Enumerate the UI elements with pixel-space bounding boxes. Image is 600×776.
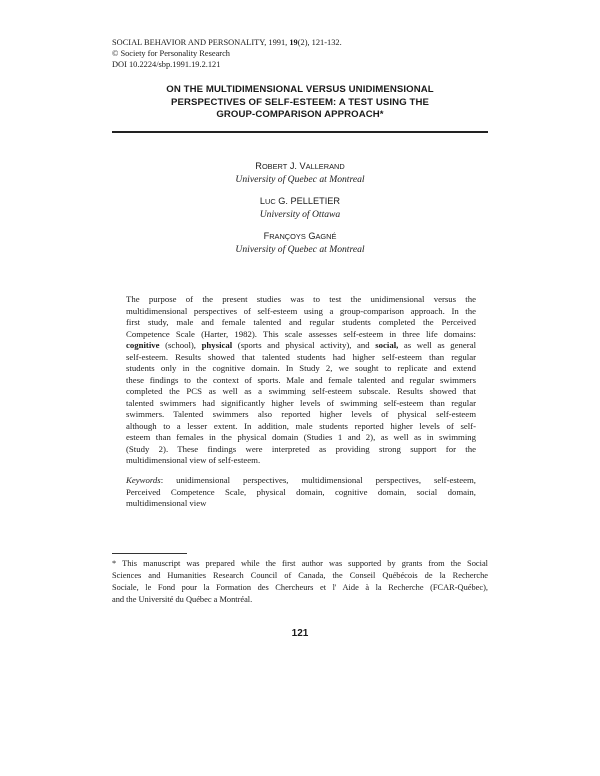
keywords: [126, 475, 476, 510]
footnote-line: and the Université du Québec a Montréal.: [112, 595, 253, 604]
author-2: [112, 195, 488, 221]
abstract-line: first study, male and female talented and regular students completed the Perceived: [126, 317, 476, 327]
article-title: [112, 84, 488, 122]
abstract-line: completed the PCS as well as a swimming self-esteem subscale. Results showed that: [126, 386, 476, 396]
abstract-line: these findings to the context of sports. Male and female talented and regular swimmers: [126, 374, 476, 385]
domain-social: social,: [375, 340, 399, 350]
abstract-line: talented swimmers had significantly higher levels of swimming self-esteem than regular: [126, 397, 476, 408]
copyright-line: © Society for Personality Research: [112, 49, 230, 58]
author-name: LUC G. PELLETIER: [259, 196, 341, 206]
journal-volume: 19: [289, 38, 298, 47]
footnote-line: Sciences and Humanities Research Council of Canada, the Conseil Québécois de la Recherche: [112, 571, 488, 580]
footnote: [112, 558, 488, 606]
abstract-line: although to a lesser extent. In addition, male students reported higher levels of self-: [126, 420, 476, 431]
journal-citation: SOCIAL BEHAVIOR AND PERSONALITY, 1991, 19(2), 121-132.: [112, 38, 342, 47]
abstract-line: esteem than females in the physical domain (Studies 1 and 2), as well as in swimming: [126, 432, 476, 442]
abstract-line: self-esteem. Results showed that talented students had higher self-esteem than regular: [126, 351, 476, 362]
keywords-line: multidimensional view: [126, 498, 207, 508]
title-line: PERSPECTIVES OF SELF-ESTEEM: A TEST USING THE: [170, 96, 430, 108]
abstract-line: The purpose of the present studies was to test the unidimensional versus the: [126, 294, 476, 304]
abstract-line: swimmers. Talented swimmers also reported higher levels of physical self-esteem: [126, 409, 476, 419]
doi-line: DOI 10.2224/sbp.1991.19.2.121: [112, 60, 221, 69]
keywords-line: Keywords: unidimensional perspectives, multidimensional perspectives, self-esteem,: [126, 475, 476, 485]
abstract: [126, 294, 476, 467]
keywords-line: Perceived Competence Scale, physical domain, cognitive domain, social domain,: [126, 486, 476, 497]
title-rule: [112, 131, 488, 133]
author-affiliation: University of Quebec at Montreal: [235, 174, 365, 185]
keywords-label: Keywords: [126, 475, 161, 485]
abstract-line: Competence Scale (Harter, 1982). This scale assesses self-esteem in three life domains:: [126, 328, 476, 339]
author-3: [112, 230, 488, 256]
author-name: ROBERT J. VALLERAND: [255, 161, 345, 171]
footnote-line: Sociale, le Fond pour la Formation des Chercheurs et l' Aide à la Recherche (FCAR-Québec),: [112, 583, 488, 592]
title-line: GROUP-COMPARISON APPROACH*: [216, 109, 384, 120]
abstract-line: cognitive (school), physical (sports and physical activity), and social, as well as general: [126, 340, 477, 350]
author-affiliation: University of Ottawa: [259, 209, 341, 220]
footnote-rule: [112, 553, 187, 554]
abstract-line: multidimensional view of self-esteem.: [126, 455, 261, 465]
domain-cognitive: cognitive: [126, 340, 160, 350]
journal-header: [112, 37, 342, 70]
page-number: 121: [291, 628, 309, 639]
abstract-line: students only in the cognitive domain. In Study 2, we sought to replicate and extend: [126, 363, 476, 373]
title-line: ON THE MULTIDIMENSIONAL VERSUS UNIDIMENSIONAL: [166, 84, 434, 95]
abstract-line: (Study 2). These findings were interpreted as providing strong support for the: [126, 443, 476, 454]
author-1: [112, 160, 488, 186]
author-affiliation: University of Quebec at Montreal: [235, 244, 365, 255]
domain-physical: physical: [201, 340, 233, 350]
author-name: FRANÇOYS GAGNÉ: [263, 231, 337, 241]
footnote-line: * This manuscript was prepared while the first author was supported by grants from the Social: [112, 559, 488, 568]
author-list: [112, 160, 488, 265]
abstract-line: multidimensional perspectives of self-esteem using a group-comparison approach. In the: [126, 305, 476, 316]
